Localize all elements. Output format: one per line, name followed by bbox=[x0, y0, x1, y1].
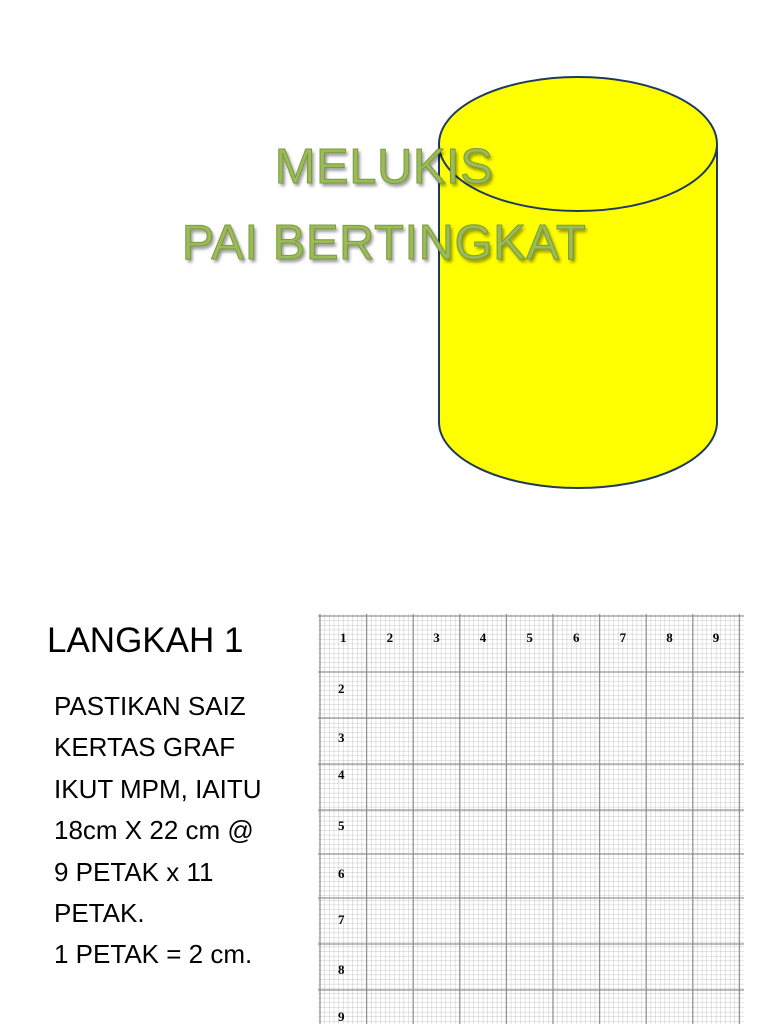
instruction-line: 9 PETAK x 11 bbox=[54, 856, 214, 887]
grid-row-label: 2 bbox=[338, 681, 345, 696]
yellow-cylinder-shape bbox=[430, 68, 730, 492]
grid-column-label: 6 bbox=[573, 630, 580, 645]
grid-column-label: 2 bbox=[386, 630, 394, 645]
grid-row-label: 8 bbox=[338, 962, 345, 977]
step-heading: LANGKAH 1 bbox=[47, 621, 244, 660]
title-line-2: PAI BERTINGKAT bbox=[181, 216, 587, 270]
grid-column-label: 7 bbox=[619, 630, 627, 645]
grid-row-label: 6 bbox=[338, 866, 345, 881]
grid-column-label: 1 bbox=[340, 630, 347, 645]
title-line-1: MELUKIS bbox=[274, 140, 494, 194]
instruction-line: IKUT MPM, IAITU bbox=[54, 773, 262, 804]
grid-column-label: 4 bbox=[479, 630, 487, 645]
step-instructions bbox=[54, 686, 262, 976]
grid-row-label: 4 bbox=[338, 767, 345, 782]
grid-row-label: 9 bbox=[338, 1009, 345, 1024]
instruction-line: PETAK. bbox=[54, 898, 145, 929]
instruction-line: 18cm X 22 cm @ bbox=[54, 815, 254, 846]
instruction-line: PASTIKAN SAIZ bbox=[54, 691, 246, 721]
graph-paper-image bbox=[318, 614, 744, 1024]
grid-row-label: 7 bbox=[338, 912, 345, 927]
grid-column-label: 9 bbox=[712, 630, 720, 645]
grid-column-label: 5 bbox=[526, 630, 533, 645]
grid-column-label: 8 bbox=[666, 630, 673, 645]
instruction-line: 1 PETAK = 2 cm. bbox=[54, 939, 253, 970]
graph-paper-background bbox=[318, 614, 744, 1024]
step-slide bbox=[0, 512, 768, 1024]
instruction-line: KERTAS GRAF bbox=[54, 732, 236, 763]
grid-row-label: 5 bbox=[338, 818, 345, 833]
grid-row-label: 3 bbox=[338, 730, 345, 745]
grid-column-label: 3 bbox=[433, 630, 440, 645]
